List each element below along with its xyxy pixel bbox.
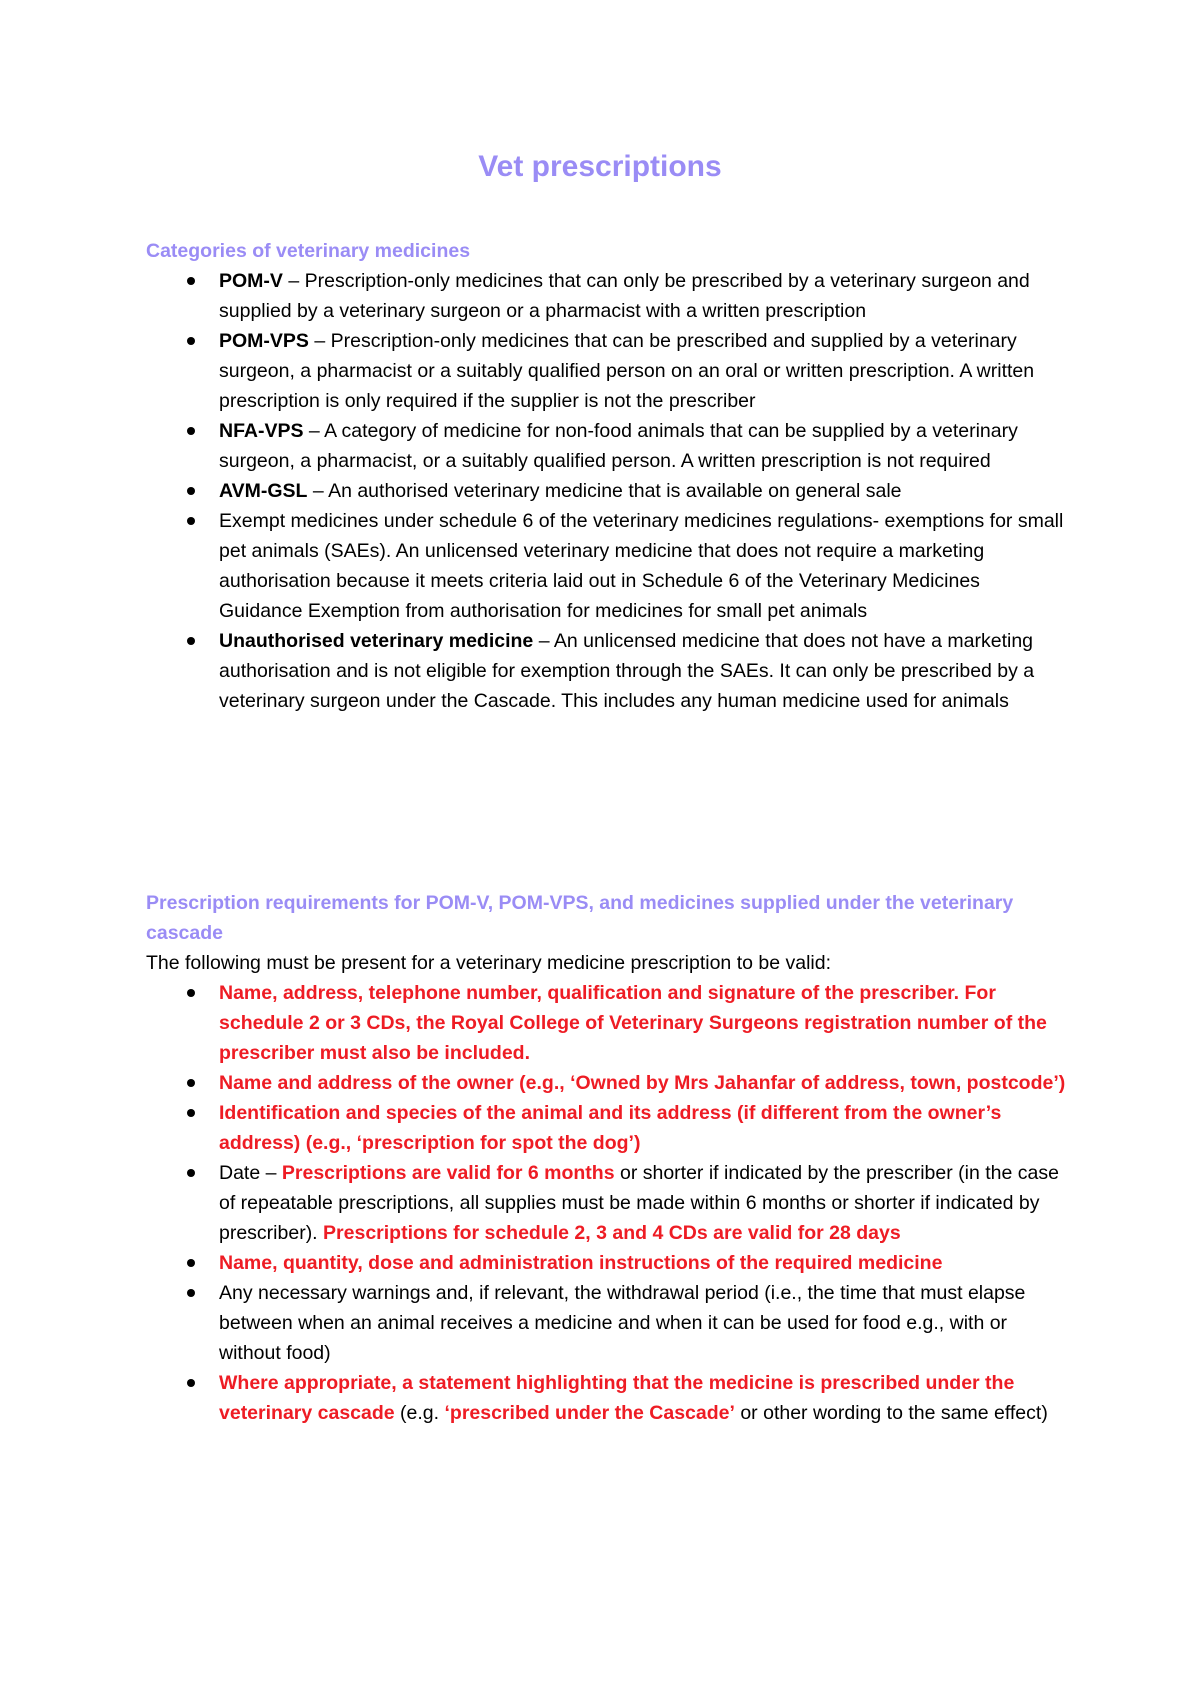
bullet-icon [187, 277, 195, 285]
category-description: – Prescription-only medicines that can only be prescribed by a veterinary surgeon and supplied by a veterinary surgeon or a pharmacist with a written prescription [219, 270, 1030, 322]
category-term: NFA-VPS [219, 420, 304, 442]
requirement-text: or other wording to the same effect) [734, 1402, 1048, 1424]
bullet-icon [187, 637, 195, 645]
page-title: Vet prescriptions [478, 150, 722, 183]
categories-list [146, 266, 1066, 716]
category-term: POM-VPS [219, 330, 309, 352]
bullet-icon [187, 1379, 195, 1387]
requirement-text: Date – [219, 1162, 282, 1184]
bullet-icon [187, 1169, 195, 1177]
bullet-icon [187, 1289, 195, 1297]
list-item [146, 1248, 1066, 1278]
category-term: POM-V [219, 270, 283, 292]
requirement-text: Any necessary warnings and, if relevant, the withdrawal period (i.e., the time that must elapse between when an animal receives a medicine and when it can be used for food e.g., with or without food) [219, 1282, 1026, 1364]
requirements-intro: The following must be present for a veterinary medicine prescription to be valid: [146, 952, 832, 974]
highlighted-text: Prescriptions for schedule 2, 3 and 4 CDs are valid for 28 days [323, 1222, 901, 1244]
list-item [146, 1068, 1066, 1098]
category-description: – A category of medicine for non-food animals that can be supplied by a veterinary surgeon, a pharmacist, or a suitably qualified person. A written prescription is not required [219, 420, 1018, 472]
requirement-text: or shorter if indicated by the prescriber (in the case of repeatable prescriptions, all supplies must be made within 6 months or shorter if indicated by prescriber). [219, 1162, 1059, 1244]
categories-heading: Categories of veterinary medicines [146, 240, 471, 262]
category-description: Exempt medicines under schedule 6 of the veterinary medicines regulations- exemptions for small pet animals (SAEs). An unlicensed veterinary medicine that does not require a marketing authorisation because it meets criteria laid out in Schedule 6 of the Veterinary Medicines Guidance Exemption from authorisation for medicines for small pet animals [219, 510, 1064, 622]
list-item [146, 978, 1066, 1068]
highlighted-text: Identification and species of the animal and its address (if different from the owner’s address) (e.g., ‘prescription for spot the dog’) [219, 1102, 1002, 1154]
highlighted-text: Where appropriate, a statement highlighting that the medicine is prescribed under the veterinary cascade [219, 1372, 1015, 1424]
bullet-icon [187, 1109, 195, 1117]
list-item [146, 1158, 1066, 1248]
list-item [146, 626, 1066, 716]
highlighted-text: Prescriptions are valid for 6 months [281, 1162, 615, 1184]
bullet-icon [187, 989, 195, 997]
category-term: Unauthorised veterinary medicine [219, 630, 534, 652]
category-description: – An authorised veterinary medicine that is available on general sale [307, 480, 902, 502]
requirements-list [146, 978, 1066, 1428]
bullet-icon [187, 427, 195, 435]
category-term: AVM-GSL [219, 480, 308, 502]
bullet-icon [187, 517, 195, 525]
list-item [146, 266, 1066, 326]
list-item [146, 326, 1066, 416]
requirements-section [146, 888, 1066, 1428]
category-description: – An unlicensed medicine that does not have a marketing authorisation and is not eligible for exemption through the SAEs. It can only be prescribed by a veterinary surgeon under the Cascade. This includes any human medicine used for animals [219, 630, 1035, 712]
highlighted-text: Name and address of the owner (e.g., ‘Owned by Mrs Jahanfar of address, town, postcode’) [219, 1072, 1066, 1094]
list-item [146, 1278, 1066, 1368]
highlighted-text: Name, quantity, dose and administration instructions of the required medicine [219, 1252, 943, 1274]
category-description: – Prescription-only medicines that can be prescribed and supplied by a veterinary surgeon, a pharmacist or a suitably qualified person on an oral or written prescription. A written prescription is only required if the supplier is not the prescriber [219, 330, 1035, 412]
bullet-icon [187, 337, 195, 345]
bullet-icon [187, 1079, 195, 1087]
list-item [146, 506, 1066, 626]
requirement-text: (e.g. [394, 1402, 445, 1424]
requirements-heading: Prescription requirements for POM-V, POM-VPS, and medicines supplied under the veterinary cascade [146, 892, 1014, 944]
list-item [146, 476, 1066, 506]
bullet-icon [187, 487, 195, 495]
categories-section [146, 236, 1066, 716]
highlighted-text: Name, address, telephone number, qualification and signature of the prescriber. For schedule 2 or 3 CDs, the Royal College of Veterinary Surgeons registration number of the prescriber must also be included. [219, 982, 1047, 1064]
list-item [146, 1368, 1066, 1428]
list-item [146, 1098, 1066, 1158]
list-item [146, 416, 1066, 476]
highlighted-text: ‘prescribed under the Cascade’ [444, 1402, 735, 1424]
bullet-icon [187, 1259, 195, 1267]
